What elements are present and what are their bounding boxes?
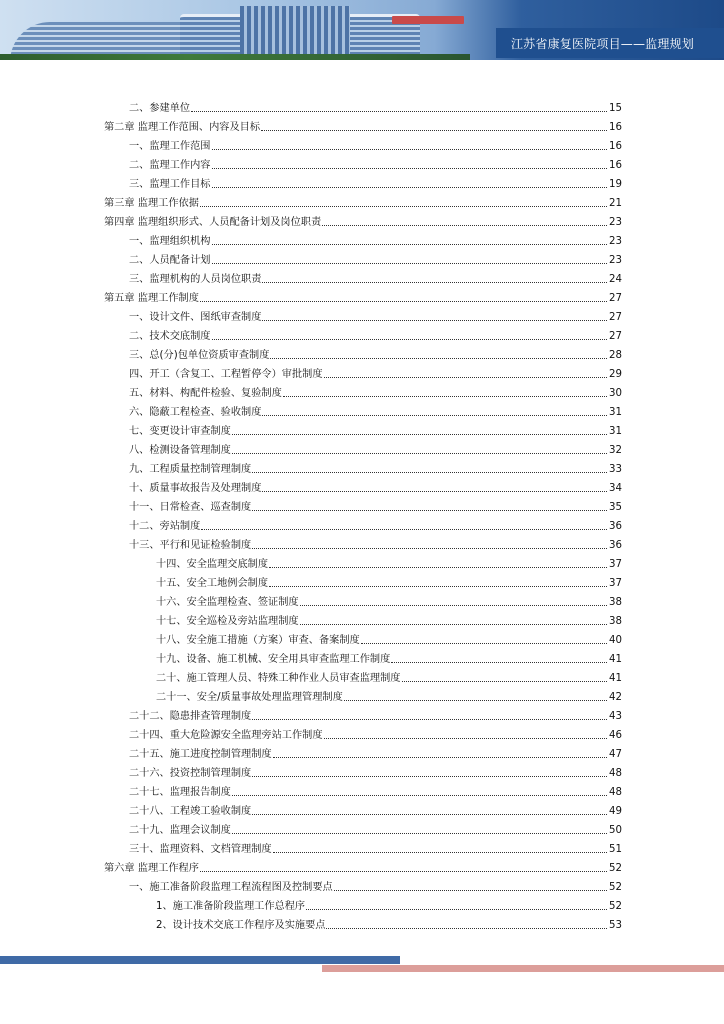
toc-leader-dots [322,225,607,226]
toc-entry-page-number: 16 [609,160,622,171]
toc-entry-page-number: 38 [609,597,622,608]
footer-bar-blue [0,956,400,964]
toc-leader-dots [212,187,608,188]
toc-leader-dots [273,757,607,758]
footer-bar-pink [322,965,724,972]
toc-entry-page-number: 53 [609,920,622,931]
toc-entry-title: 一、监理组织机构 [129,236,211,247]
toc-entry-page-number: 27 [609,293,622,304]
toc-entry[interactable] [104,495,622,514]
toc-leader-dots [262,320,607,321]
toc-entry[interactable] [104,913,622,932]
toc-entry-title: 一、设计文件、图纸审查制度 [129,312,262,323]
toc-entry[interactable] [104,761,622,780]
toc-entry-title: 二十四、重大危险源安全监理旁站工作制度 [129,730,323,741]
toc-entry-page-number: 48 [609,787,622,798]
toc-entry[interactable] [104,324,622,343]
toc-entry-page-number: 16 [609,141,622,152]
toc-entry-title: 二十五、施工进度控制管理制度 [129,749,272,760]
toc-entry-title: 五、材料、构配件检验、复验制度 [129,388,282,399]
toc-entry-title: 二十七、监理报告制度 [129,787,231,798]
toc-leader-dots [334,890,607,891]
toc-entry-title: 二、技术交底制度 [129,331,211,342]
toc-entry-page-number: 36 [609,521,622,532]
toc-entry-title: 八、检测设备管理制度 [129,445,231,456]
toc-entry-page-number: 48 [609,768,622,779]
toc-leader-dots [200,871,607,872]
toc-entry[interactable] [104,267,622,286]
toc-leader-dots [201,529,607,530]
toc-entry[interactable] [104,571,622,590]
toc-entry[interactable] [104,609,622,628]
toc-entry-title: 十一、日常检查、巡查制度 [129,502,252,513]
toc-entry[interactable] [104,115,622,134]
toc-entry-title: 一、监理工作范围 [129,141,211,152]
toc-leader-dots [402,681,608,682]
toc-entry-page-number: 37 [609,578,622,589]
toc-entry-page-number: 19 [609,179,622,190]
toc-entry[interactable] [104,742,622,761]
toc-leader-dots [232,434,607,435]
toc-entry-page-number: 31 [609,426,622,437]
toc-entry-page-number: 50 [609,825,622,836]
toc-entry-page-number: 27 [609,331,622,342]
toc-entry-page-number: 16 [609,122,622,133]
toc-leader-dots [200,206,607,207]
toc-entry[interactable] [104,248,622,267]
toc-entry-title: 十六、安全监理检查、签证制度 [156,597,299,608]
toc-entry[interactable] [104,723,622,742]
toc-entry-title: 第三章 监理工作依据 [104,198,199,209]
toc-entry-title: 二十六、投资控制管理制度 [129,768,252,779]
toc-entry-title: 七、变更设计审查制度 [129,426,231,437]
toc-entry-page-number: 51 [609,844,622,855]
toc-entry-title: 二、监理工作内容 [129,160,211,171]
document-header-title: 江苏省康复医院项目——监理规划 [510,37,694,51]
toc-entry-page-number: 24 [609,274,622,285]
toc-leader-dots [252,548,607,549]
toc-leader-dots [252,510,607,511]
toc-entry[interactable] [104,476,622,495]
toc-entry[interactable] [104,153,622,172]
toc-entry[interactable] [104,780,622,799]
toc-entry-page-number: 41 [609,654,622,665]
toc-entry-title: 三十、监理资料、文档管理制度 [129,844,272,855]
toc-entry-title: 二十九、监理会议制度 [129,825,231,836]
toc-leader-dots [191,111,607,112]
toc-entry-title: 三、监理机构的人员岗位职责 [129,274,262,285]
toc-entry-page-number: 30 [609,388,622,399]
toc-entry[interactable] [104,210,622,229]
toc-entry-page-number: 23 [609,217,622,228]
toc-leader-dots [269,586,607,587]
toc-entry[interactable] [104,96,622,115]
toc-leader-dots [262,415,607,416]
toc-entry-page-number: 33 [609,464,622,475]
toc-entry[interactable] [104,685,622,704]
toc-leader-dots [252,719,607,720]
toc-leader-dots [344,700,607,701]
toc-entry-title: 十二、旁站制度 [129,521,201,532]
toc-entry-title: 第六章 监理工作程序 [104,863,199,874]
toc-entry-title: 第五章 监理工作制度 [104,293,199,304]
toc-leader-dots [232,833,607,834]
toc-leader-dots [212,263,608,264]
toc-entry-page-number: 21 [609,198,622,209]
toc-entry[interactable] [104,134,622,153]
toc-leader-dots [283,396,607,397]
toc-entry-title: 1、施工准备阶段监理工作总程序 [156,901,306,912]
toc-entry-title: 九、工程质量控制管理制度 [129,464,252,475]
toc-leader-dots [269,567,607,568]
toc-entry-title: 二十一、安全/质量事故处理监理管理制度 [156,692,343,703]
toc-entry[interactable] [104,666,622,685]
toc-leader-dots [232,795,607,796]
toc-leader-dots [270,358,607,359]
toc-leader-dots [262,282,607,283]
toc-entry-title: 二十八、工程竣工验收制度 [129,806,252,817]
toc-leader-dots [212,149,608,150]
toc-entry-page-number: 46 [609,730,622,741]
toc-entry-page-number: 36 [609,540,622,551]
toc-leader-dots [273,852,607,853]
toc-entry-title: 三、总(分)包单位资质审查制度 [129,350,270,361]
toc-entry[interactable] [104,172,622,191]
toc-leader-dots [261,130,607,131]
toc-entry[interactable] [104,286,622,305]
toc-leader-dots [212,244,608,245]
toc-entry-page-number: 29 [609,369,622,380]
toc-entry[interactable] [104,799,622,818]
toc-entry-page-number: 52 [609,901,622,912]
toc-leader-dots [326,928,607,929]
toc-entry-page-number: 34 [609,483,622,494]
toc-leader-dots [361,643,607,644]
toc-leader-dots [300,605,607,606]
toc-leader-dots [300,624,607,625]
toc-entry-page-number: 23 [609,255,622,266]
toc-entry-page-number: 31 [609,407,622,418]
toc-entry-title: 十七、安全巡检及旁站监理制度 [156,616,299,627]
toc-entry[interactable] [104,400,622,419]
toc-entry-page-number: 49 [609,806,622,817]
toc-entry-title: 十八、安全施工措施（方案）审查、备案制度 [156,635,360,646]
toc-entry[interactable] [104,533,622,552]
toc-leader-dots [262,491,607,492]
toc-entry[interactable] [104,191,622,210]
toc-entry-page-number: 35 [609,502,622,513]
toc-entry-page-number: 27 [609,312,622,323]
toc-entry[interactable] [104,438,622,457]
toc-leader-dots [212,168,608,169]
toc-entry-page-number: 40 [609,635,622,646]
toc-entry-page-number: 52 [609,882,622,893]
toc-entry-title: 十五、安全工地例会制度 [156,578,269,589]
toc-entry[interactable] [104,229,622,248]
toc-leader-dots [306,909,607,910]
toc-entry-page-number: 15 [609,103,622,114]
toc-leader-dots [200,301,607,302]
toc-entry-page-number: 38 [609,616,622,627]
toc-entry-title: 四、开工（含复工、工程暂停令）审批制度 [129,369,323,380]
toc-entry[interactable] [104,552,622,571]
toc-entry[interactable] [104,514,622,533]
toc-entry[interactable] [104,837,622,856]
toc-leader-dots [324,377,607,378]
toc-leader-dots [324,738,607,739]
toc-entry-title: 一、施工准备阶段监理工程流程图及控制要点 [129,882,333,893]
toc-entry-page-number: 52 [609,863,622,874]
toc-leader-dots [391,662,607,663]
toc-entry-page-number: 47 [609,749,622,760]
toc-entry-page-number: 41 [609,673,622,684]
toc-entry[interactable] [104,590,622,609]
toc-leader-dots [232,453,607,454]
toc-entry-title: 第四章 监理组织形式、人员配备计划及岗位职责 [104,217,322,228]
table-of-contents [104,96,622,932]
toc-entry-page-number: 32 [609,445,622,456]
toc-entry[interactable] [104,305,622,324]
toc-entry-title: 二十、施工管理人员、特殊工种作业人员审查监理制度 [156,673,401,684]
toc-leader-dots [212,339,608,340]
toc-entry-page-number: 28 [609,350,622,361]
toc-entry[interactable] [104,457,622,476]
toc-leader-dots [252,776,607,777]
toc-entry-title: 十三、平行和见证检验制度 [129,540,252,551]
toc-leader-dots [252,472,607,473]
toc-entry-title: 十九、设备、施工机械、安全用具审查监理工作制度 [156,654,391,665]
toc-entry-page-number: 37 [609,559,622,570]
toc-entry-title: 第二章 监理工作范围、内容及目标 [104,122,261,133]
toc-entry[interactable] [104,381,622,400]
toc-entry-title: 十、质量事故报告及处理制度 [129,483,262,494]
toc-entry[interactable] [104,856,622,875]
toc-entry-title: 二十二、隐患排查管理制度 [129,711,252,722]
header-banner [0,0,724,60]
toc-entry-page-number: 42 [609,692,622,703]
toc-entry[interactable] [104,818,622,837]
toc-entry[interactable] [104,419,622,438]
toc-entry-page-number: 23 [609,236,622,247]
toc-entry[interactable] [104,704,622,723]
hospital-building-image [0,6,470,60]
toc-entry-title: 2、设计技术交底工作程序及实施要点 [156,920,326,931]
toc-leader-dots [252,814,607,815]
toc-entry[interactable] [104,362,622,381]
toc-entry[interactable] [104,628,622,647]
toc-entry[interactable] [104,343,622,362]
toc-entry-page-number: 43 [609,711,622,722]
toc-entry-title: 六、隐蔽工程检查、验收制度 [129,407,262,418]
toc-entry-title: 三、监理工作目标 [129,179,211,190]
toc-entry-title: 二、参建单位 [129,103,191,114]
toc-entry-title: 十四、安全监理交底制度 [156,559,269,570]
toc-entry[interactable] [104,875,622,894]
toc-entry-title: 二、人员配备计划 [129,255,211,266]
toc-entry[interactable] [104,647,622,666]
toc-entry[interactable] [104,894,622,913]
